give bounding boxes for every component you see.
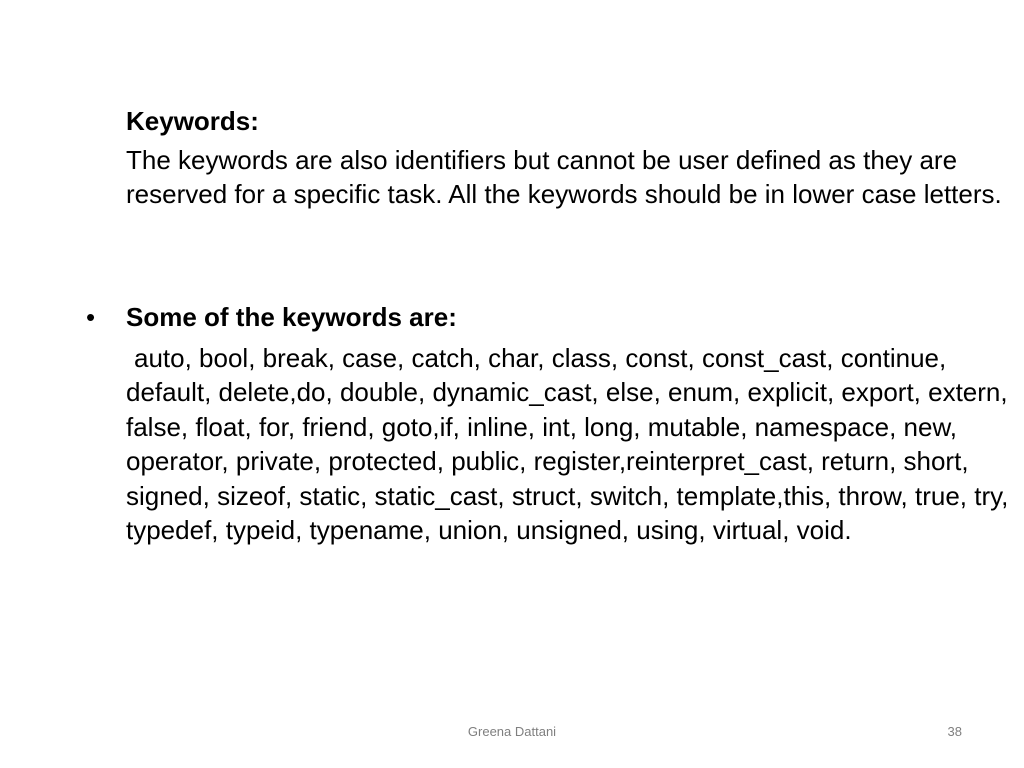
keyword-list-section — [86, 300, 1016, 548]
keywords-definition: The keywords are also identifiers but cannot be user defined as they are reserved for a specific task. All the keywords should be in lower case letters. — [126, 144, 1002, 209]
page-number: 38 — [947, 724, 962, 739]
keyword-list-heading-text: Some of the keywords are: — [126, 302, 457, 332]
keyword-list-heading — [86, 300, 1016, 335]
bullet-icon: • — [86, 302, 96, 332]
keywords-section — [126, 104, 1016, 212]
keywords-heading: Keywords: — [126, 106, 259, 136]
footer-author: Greena Dattani — [467, 724, 557, 739]
keyword-list: auto, bool, break, case, catch, char, class, const, const_cast, continue, default, delete,do, double, dynamic_cast, else, enum, explicit, export, extern, false, float, for, friend, goto,if, inline, int, long, mutable, namespace, new, operator, private, protected, public, register,reinterpret_cast, return, short, signed, sizeof, static, static_cast, struct, switch, template,this, throw, true, try, typedef, typeid, typename, union, unsigned, using, virtual, void. — [126, 342, 1009, 545]
